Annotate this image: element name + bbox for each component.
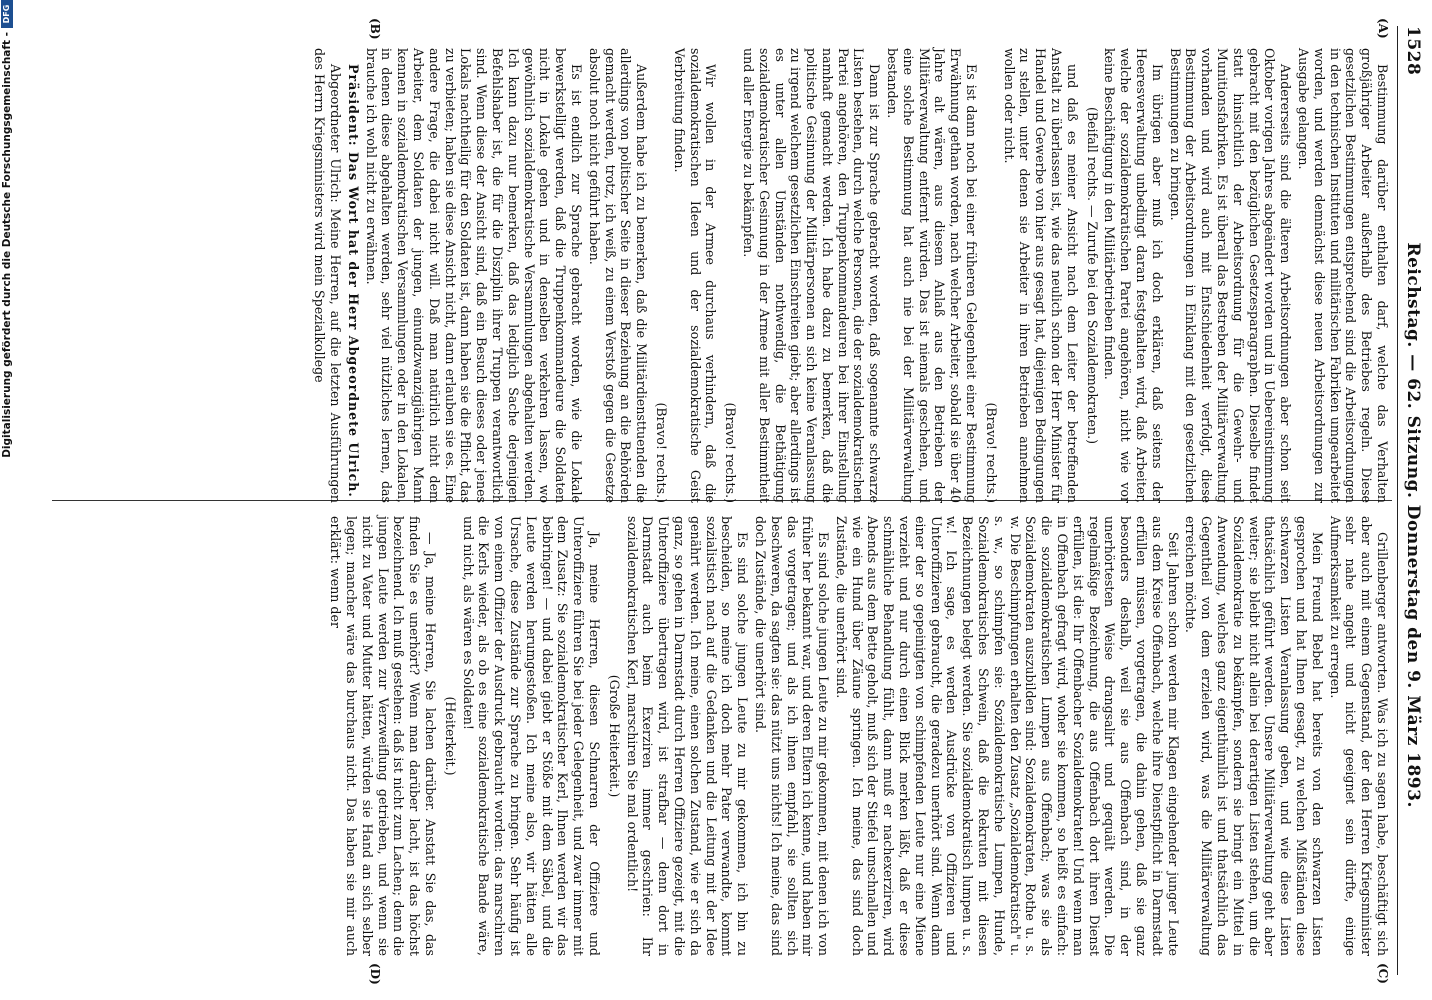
paragraph: Es ist dann noch bei einer früheren Gelegenheit einer Bestimmung Erwähnung gethan worden, nach welcher Arbeiter, sobald sie über 40 Jahre alt wären, aus diesem Anlaß aus den Betrieben der Militärverwaltung entfernt würden. Das ist niemals geschehen, und eine solche Bestimmung hat auch nie bei der Militärverwaltung bestanden. <box>885 48 980 503</box>
paragraph: Ja, meine Herren, diesen Schnarren der Offiziere und Unteroffiziere führen Sie bei jeder Gelegenheit, und zwar immer mit dem Zusatz: Sie sozialdemokratischer Kerl, Ihnen werden wir das beibringen! — und dabei giebt er Stöße mit dem Säbel, und die Leute werden herumgestoßen. Ich meine also, wir hätten alle Ursache, diese Zustände zur Sprache zu bringen. Sehr häufig ist von einem Offizier der Ausdruck gebraucht worden: das marschiren die Kerls wieder, als ob es eine sozialdemokratische Bande wäre, und nicht, als wären es Soldaten! <box>460 516 602 956</box>
paragraph: Andererseits sind die älteren Arbeitsordnungen aber schon seit Oktober vorigen Jahres abgeändert worden und in Uebereinstimmung gebracht mit den bezüglichen Gesetzesparagraphen. Dieselbe findet statt hinsichtlich der Arbeitsordnung für die Gewehr- und Munitionsfabriken. Es ist überall das Bestreben der Militärverwaltung vorhanden und wird auch mit Entschiedenheit verfolgt, diese Bestimmung der Arbeitsordnungen in Einklang mit den gesetzlichen Bestimmungen zu bringen. <box>1167 48 1294 503</box>
margin-mark-b: (B) <box>368 18 382 40</box>
right-column <box>325 516 1390 956</box>
interjection: (Große Heiterkeit.) <box>606 674 622 798</box>
scanned-page <box>32 8 1432 993</box>
interjection: (Heiterkeit.) <box>442 696 458 776</box>
paragraph: Außerdem habe ich zu bemerken, daß die Militärdiensttuenden die allerdings von politischer Seite in dieser Beziehung an die Behörden gemacht werden, trotz, ich weiß, zu einem Verstoß gegen die Gesetze absolut noch nicht geführt haben. <box>586 48 650 503</box>
paragraph: Mein Freund Bebel hat bereits von den schwarzen Listen gesprochen und hat Ihnen gesagt, zu welchen Mißständen diese schwarzen Listen Veranlassung geben, und wie diese Listen thatsächlich geführt werden. Unsere Militärverwaltung geht aber weiter; sie bleibt nicht allein bei derartigen Listen stehen, um die Sozialdemokratie zu bekämpfen, sondern sie bringt ein Mittel in Anwendung, welches ganz eigenthümlich ist und thatsächlich das Gegentheil von dem erzielen wird, was die Militärverwaltung erreichen möchte. <box>1183 516 1325 956</box>
paragraph: Es sind solche jungen Leute zu mir gekommen, ich bin zu bescheiden, so meine ich doch mehr Pater verwandte, kommt sozialistisch nach auf die Gedanken und die Leitung mit der Idee genährt werden. Ich meine, einen solchen Zustand, wie er sich da ganz, so gehen in Darmstadt durch Herren Offiziere gezeigt, mit die Unteroffiziere übertragen wird, ist strafbar — denn dort in Darmstadt auch beim Exerziren immer geschrien: Ihr sozialdemokratischen Kerl, marschiren Sie mal ordentlich! <box>624 516 751 956</box>
page-header <box>1397 26 1428 975</box>
paragraph: und daß es meiner Ansicht nach dem Leiter der betreffenden Anstalt zu überlassen ist, wie das neulich schon der Herr Minister für Handel und Gewerbe von hier aus gesagt hat, diejenigen Bedingungen zu stellen, unter denen sie Arbeiter in ihren Betrieben annehmen wollen oder nicht. <box>1001 48 1080 503</box>
interjection: (Bravo! rechts.) <box>653 402 669 503</box>
credit-strip <box>0 0 14 1000</box>
margin-mark-d: (D) <box>368 963 382 985</box>
paragraph: Im übrigen aber muß ich doch erklären, daß seitens der Heeresverwaltung unbedingt daran festgehalten wird, daß Arbeiter, welche der sozialdemokratischen Partei angehören, nicht wie vor keine Beschäftigung in den Militärbetrieben finden. <box>1102 48 1165 503</box>
page-title: Reichstag. — 62. Sitzung. Donnerstag den 9. März 1893. <box>1403 242 1423 808</box>
paragraph: Bestimmung darüber enthalten darf, welche das Verhalten großjähriger Arbeiter außerhalb des Betriebes regeln. Diese gesetzlichen Bestimmungen entsprechend sind die Arbeitsordnungen in den technischen Instituten und militärischen Fabriken umgearbeitet worden, und werden demnächst diese neuen Arbeitsordnungen zur Ausgabe gelangen. <box>1296 48 1390 503</box>
paragraph: Grillenberger antworten. Was ich zu sagen habe, beschäftigt sich aber auch mit einem Gegenstand, der den Herren Kriegsminister sehr nahe angeht und nicht geeignet sein dürfte, einige Aufmerksamkeit zu erregen. <box>1327 516 1390 956</box>
paragraph: — Ja, meine Herren, Sie lachen darüber. Anstatt Sie das, das finden Sie es unerhört? Wenn man darüber lacht, ist das höchst bezeichnend. Ich muß gestehen: daß ist nicht zum Lachen; denn die jungen Leute werden zur Verzweiflung getrieben, und wenn sie nicht zu Vater und Mutter hätten, würden sie Hand an sich selber legen; mancher wäre das burchaus nicht. Das haben sie mir auch erklärt: wenn der <box>328 516 438 956</box>
left-column <box>309 48 1390 503</box>
paragraph: Es sind solche jungen Leute zu mir gekommen, mit denen ich von früher her bekannt war, und deren Eltern ich kenne, und haben mir das vorgetragen; und als ich ihnen empfahl, sie sollten sich beschweren, da sagten sie: das nützt uns nichts! Ich meine, das sind doch Zustände, die unerhört sind. <box>752 516 832 956</box>
speaker-line: Präsident: Das Wort hat der Herr Abgeordnete Ulrich. <box>345 64 361 498</box>
paragraph: Seit Jahren schon werden mir Klagen eingehender junger Leute aus dem Kreise Offenbach, welche ihre Dienstpflicht in Darmstadt erfüllen müssen, vorgetragen, die dahin gehen, daß sie ganz besonders deshalb, weil sie aus Offenbach sind, in der unerhörtesten Weise drangsalirt und gequält werden. Die regelmäßige Bezeichnung, die aus Offenbach dort ihren Dienst erfüllen, ist die: Ihr Offenbacher Sozialdemokraten! Und wenn man in Offenbach gefragt wird, woher sie kommen, so heißt es einfach: die sozialdemokratischen Lumpen aus Offenbach; was sie als Sozialdemokraten auszubilden sind: Sozialdemokraten, Rothe u. s. w. Die Beschimpfungen erhalten den Zusatz „Sozialdemokratisch" u. s. w., so schimpfen sie: Sozialdemokratische Lumpen, Hunde, Sozialdemokratisches Schwein, daß die Rekruten mit diesen Bezeichnungen belegt werden. Sie sozialdemokratisch lumpen u. s. w.! Ich sage, es werden Ausdrücke von Offizieren und Unteroffizieren gebraucht, die geradezu unerhört sind. Wenn dann einer der so gepeinigten von schimpfenden Leute nur eine Miene verzieht und nur durch einen Blick merken läßt, daß er diese schmähliche Behandlung fühlt, dann muß er nachexerziren, wird Abends aus dem Bette geholt, muß sich der Stiefel umschnallen und wie ein Hund über Zäune springen. Ich meine, das sind doch Zustände, die unerhört sind. <box>833 516 1181 956</box>
page-number: 1528 <box>1403 26 1423 76</box>
paragraph: Dann ist zur Sprache gebracht worden, daß sogenannte schwarze Listen bestehen, durch welche Personen, die der sozialdemokratischen Partei angehören, den Truppenkommandeuren bei ihrer Einstellung namhaft gemacht werden. Ich habe dazu zu bemerken, daß die politische Gesinnung der Militärpersonen an sich keine Veranlassung zu irgend welchem gesetzlichen Einschreiten giebt; aber allerdings ist es unter allen Umständen nothwendig, die Bethätigung sozialdemokratischer Gesinnung in der Armee mit aller Bestimmtheit und aller Energie zu bekämpfen. <box>740 48 883 503</box>
interjection: (Bravo! rechts.) <box>983 402 999 503</box>
credit-text: Digitalisierung gefördert durch die Deutsche Forschungsgemeinschaft - <box>1 32 13 458</box>
paragraph: Es ist endlich zur Sprache gebracht worden, wie die Lokale bewerkstelligt werden, daß die Truppenkommandeure die Soldaten nicht in Lokale gehen und in denselben verkehren lassen, wo gewöhnlich sozialdemokratische Versammlungen abgehalten werden. Ich kann dazu nur bemerken, daß das lediglich Sache derjenigen Befehlshaber ist, die für die Disziplin ihrer Truppen verantwortlich sind. Wenn diese der Ansicht sind, daß ein Besuch dieses oder jenes Lokals nachtheilig für den Soldaten ist, dann haben sie die Pflicht, das zu verbieten; haben sie diese Ansicht nicht, dann erlauben sie es. Eine andere Frage, die dabei nicht will. Daß man natürlich nicht dem Arbeiter, dem Soldaten der jungen, einundzwanzigjährigen Mann kennen in sozialdemokratischen Versammlungen oder in den Lokalen, in denen diese abgehalten werden, sehr viel nützliches lernen, das brauche ich wohl nicht zu erwähnen. <box>363 48 584 503</box>
interjection: (Beifall rechts. — Zurufe bei den Sozialdemokraten.) <box>1084 106 1100 445</box>
paragraph: Wir wollen in der Armee durchaus verhindern, daß die sozialdemokratischen Ideen und der sozialdemokratische Geist Verbreitung finden. <box>671 48 719 503</box>
margin-mark-c: (C) <box>1376 963 1390 984</box>
dfg-logo-icon: DFG <box>1 0 13 28</box>
interjection: (Bravo! rechts.) <box>723 402 739 503</box>
margin-mark-a: (A) <box>1376 18 1390 39</box>
paragraph: Abgeordneter Ulrich: Meine Herren, auf die letzten Ausführungen des Herrn Kriegsministers wird mein Spezialkollege <box>312 48 343 503</box>
digitization-credit <box>0 0 14 1000</box>
